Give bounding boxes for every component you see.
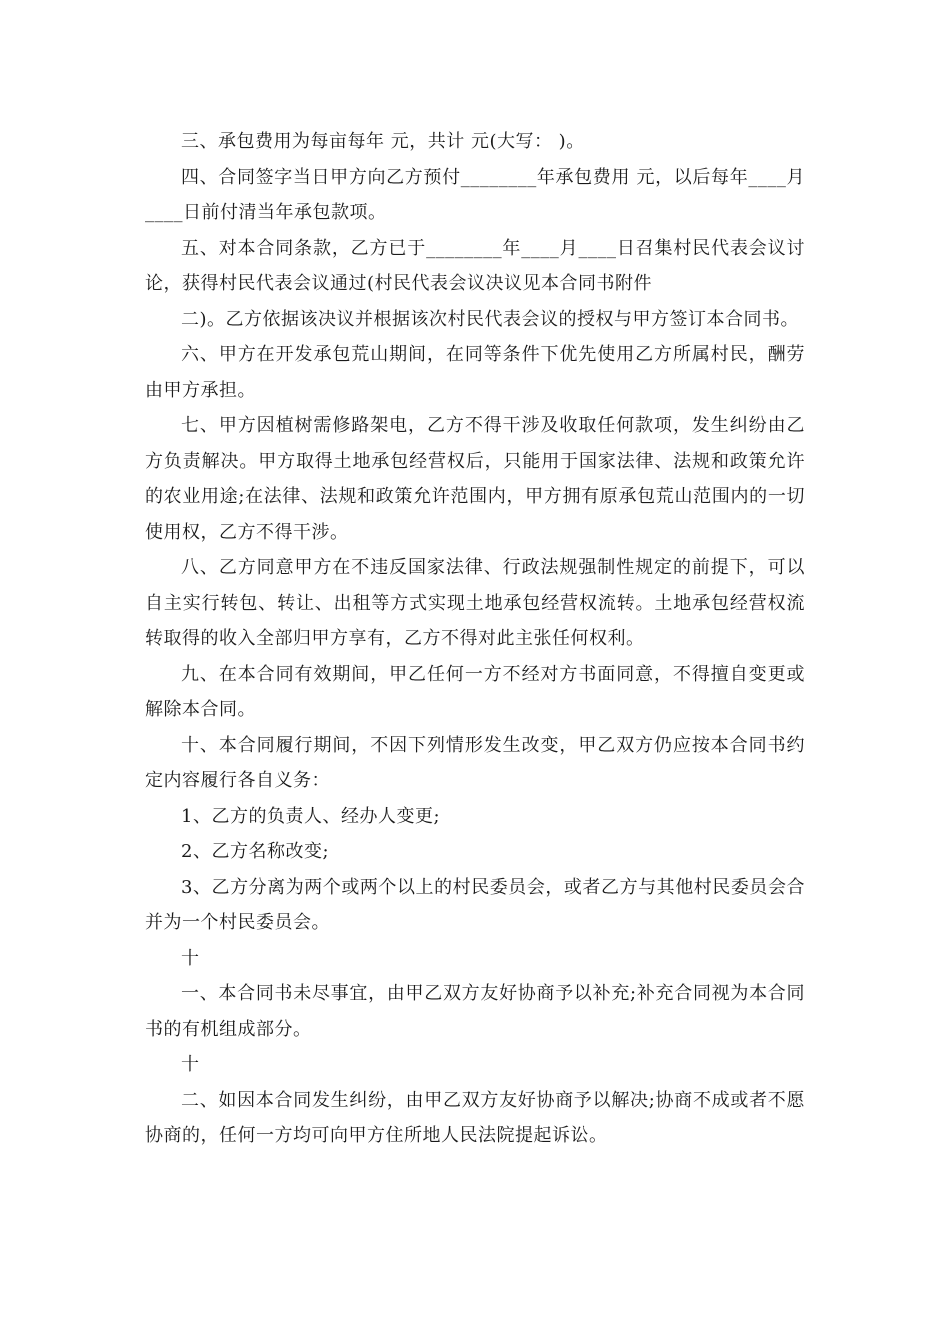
paragraph-roads: 七、甲方因植树需修路架电，乙方不得干涉及收取任何款项，发生纠纷由乙方负责解决。甲方取得土地承包经营权后，只能用于国家法律、法规和政策允许的农业用途;在法律、法规和政策允许范围内，甲方拥有原承包荒山范围内的一切使用权，乙方不得干涉。 bbox=[145, 415, 805, 543]
list-item-2: 2、乙方名称改变; bbox=[181, 841, 330, 862]
section-number-12: 十 bbox=[181, 1054, 200, 1075]
paragraph-fee: 三、承包费用为每亩每年 元，共计 元(大写： )。 bbox=[181, 131, 585, 152]
paragraph-prepayment: 四、合同签字当日甲方向乙方预付________年承包费用 元，以后每年____月____日前付清当年承包款项。 bbox=[145, 166, 806, 223]
paragraph-supplement: 一、本合同书未尽事宜，由甲乙双方友好协商予以补充;补充合同视为本合同书的有机组成部分。 bbox=[145, 983, 805, 1040]
paragraph-villagers: 六、甲方在开发承包荒山期间，在同等条件下优先使用乙方所属村民，酬劳由甲方承担。 bbox=[145, 344, 805, 401]
paragraph-disputes: 二、如因本合同发生纠纷，由甲乙双方友好协商予以解决;协商不成或者不愿协商的，任何一方均可向甲方住所地人民法院提起诉讼。 bbox=[145, 1089, 805, 1146]
paragraph-meeting: 五、对本合同条款，乙方已于________年____月____日召集村民代表会议讨论，获得村民代表会议通过(村民代表会议决议见本合同书附件 bbox=[145, 237, 805, 294]
paragraph-obligations: 十、本合同履行期间，不因下列情形发生改变，甲乙双方仍应按本合同书约定内容履行各自义务： bbox=[145, 734, 805, 791]
paragraph-modification: 九、在本合同有效期间，甲乙任何一方不经对方书面同意，不得擅自变更或解除本合同。 bbox=[145, 663, 805, 720]
paragraph-authorization: 二)。乙方依据该决议并根据该次村民代表会议的授权与甲方签订本合同书。 bbox=[181, 308, 800, 330]
document-body bbox=[145, 124, 805, 1154]
list-item-3: 3、乙方分离为两个或两个以上的村民委员会，或者乙方与其他村民委员会合并为一个村民委员会。 bbox=[145, 876, 805, 933]
paragraph-transfer: 八、乙方同意甲方在不违反国家法律、行政法规强制性规定的前提下，可以自主实行转包、转让、出租等方式实现土地承包经营权流转。土地承包经营权流转取得的收入全部归甲方享有，乙方不得对此主张任何权利。 bbox=[145, 557, 805, 649]
section-number-11: 十 bbox=[181, 947, 200, 969]
list-item-1: 1、乙方的负责人、经办人变更; bbox=[181, 805, 441, 827]
